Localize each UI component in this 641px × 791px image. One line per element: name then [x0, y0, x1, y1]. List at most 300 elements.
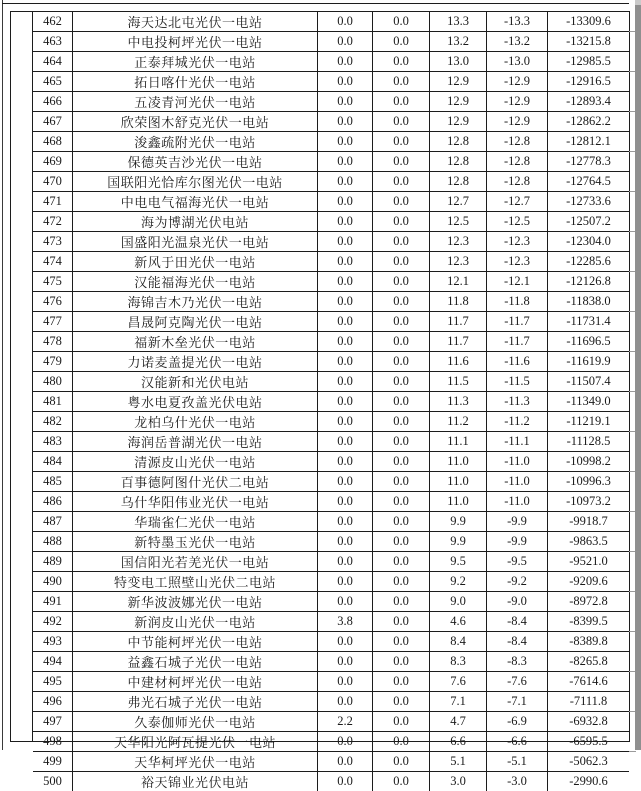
station-name-cell: 海润岳普湖光伏一电站 [73, 432, 318, 451]
value-cell-4: -11.0 [487, 492, 548, 511]
value-cell-3: 12.8 [430, 172, 487, 191]
value-cell-1: 0.0 [318, 752, 373, 771]
station-name-cell: 华瑞雀仁光伏一电站 [73, 512, 318, 531]
value-cell-1: 2.2 [318, 712, 373, 731]
value-cell-3: 4.6 [430, 612, 487, 631]
value-cell-1: 0.0 [318, 232, 373, 251]
value-cell-4: -11.0 [487, 472, 548, 491]
station-name-cell: 久泰伽师光伏一电站 [73, 712, 318, 731]
value-cell-4: -8.4 [487, 632, 548, 651]
value-cell-3: 9.5 [430, 552, 487, 571]
station-name-cell: 福新木垒光伏一电站 [73, 332, 318, 351]
value-cell-2: 0.0 [373, 412, 430, 431]
row-number-cell: 476 [33, 292, 73, 311]
station-name-cell: 国盛阳光温泉光伏一电站 [73, 232, 318, 251]
station-name-cell: 汉能福海光伏一电站 [73, 272, 318, 291]
value-cell-2: 0.0 [373, 232, 430, 251]
table-row [33, 492, 629, 512]
scrollbar-track-top [635, 0, 641, 5]
value-cell-5: -7614.6 [569, 674, 608, 688]
row-number-cell: 474 [33, 252, 73, 271]
value-cell-4: -11.5 [487, 372, 548, 391]
value-cell-1: 0.0 [318, 372, 373, 391]
value-cell-5: -8399.5 [569, 614, 608, 628]
row-number-cell: 479 [33, 352, 73, 371]
value-cell-1: 0.0 [318, 552, 373, 571]
value-cell-4: -13.3 [487, 12, 548, 31]
value-cell-4: -12.9 [487, 92, 548, 111]
value-cell-3: 12.3 [430, 232, 487, 251]
value-cell-5: -8389.8 [569, 634, 608, 648]
table-row [33, 752, 629, 772]
value-cell-2: 0.0 [373, 272, 430, 291]
value-cell-1: 0.0 [318, 352, 373, 371]
value-cell-2: 0.0 [373, 12, 430, 31]
station-name-cell: 力诺麦盖提光伏一电站 [73, 352, 318, 371]
station-name-cell: 保德英吉沙光伏一电站 [73, 152, 318, 171]
value-cell-3: 12.8 [430, 152, 487, 171]
station-name-cell: 新特墨玉光伏一电站 [73, 532, 318, 551]
row-border-stub [629, 751, 636, 752]
table-row [33, 32, 629, 52]
station-name-cell: 昌晟阿克陶光伏一电站 [73, 312, 318, 331]
value-cell-1: 0.0 [318, 72, 373, 91]
value-cell-1: 0.0 [318, 32, 373, 51]
value-cell-5: -6932.8 [569, 714, 608, 728]
station-name-cell: 拓日喀什光伏一电站 [73, 72, 318, 91]
value-cell-5: -12304.0 [566, 234, 611, 248]
value-cell-5: -12985.5 [566, 54, 611, 68]
value-cell-1: 0.0 [318, 92, 373, 111]
value-cell-2: 0.0 [373, 672, 430, 691]
value-cell-4: -13.2 [487, 32, 548, 51]
row-number-cell: 482 [33, 412, 73, 431]
value-cell-3: 11.1 [430, 432, 487, 451]
table-row [33, 372, 629, 392]
value-cell-5: -12778.3 [566, 154, 611, 168]
value-cell-4: -12.8 [487, 172, 548, 191]
value-cell-5: -9918.7 [569, 514, 608, 528]
value-cell-5: -7111.8 [569, 694, 608, 708]
value-cell-4: -9.9 [487, 512, 548, 531]
value-cell-4: -11.8 [487, 292, 548, 311]
value-cell-3: 6.6 [430, 732, 487, 751]
table-row [33, 92, 629, 112]
value-cell-1: 0.0 [318, 572, 373, 591]
table-row [33, 532, 629, 552]
value-cell-4: -8.4 [487, 612, 548, 631]
value-cell-4: -11.7 [487, 312, 548, 331]
row-number-cell: 463 [33, 32, 73, 51]
value-cell-3: 9.0 [430, 592, 487, 611]
row-number-cell: 500 [33, 772, 73, 791]
value-cell-5: -8972.8 [569, 594, 608, 608]
station-name-cell: 国联阳光恰库尔图光伏一电站 [73, 172, 318, 191]
value-cell-5: -11838.0 [566, 294, 611, 308]
station-name-cell: 海为博湖光伏电站 [73, 212, 318, 231]
row-number-cell: 494 [33, 652, 73, 671]
value-cell-2: 0.0 [373, 752, 430, 771]
value-cell-5: -12285.6 [566, 254, 611, 268]
station-name-cell: 裕天锦业光伏电站 [73, 772, 318, 791]
value-cell-5: -2990.6 [569, 774, 608, 788]
value-cell-4: -11.3 [487, 392, 548, 411]
table-row [33, 772, 629, 791]
table-row [33, 572, 629, 592]
value-cell-2: 0.0 [373, 692, 430, 711]
value-cell-5: -10973.2 [566, 494, 611, 508]
value-cell-2: 0.0 [373, 592, 430, 611]
station-name-cell: 欣荣图木舒克光伏一电站 [73, 112, 318, 131]
value-cell-1: 0.0 [318, 632, 373, 651]
row-number-cell: 464 [33, 52, 73, 71]
value-cell-1: 0.0 [318, 492, 373, 511]
value-cell-3: 9.2 [430, 572, 487, 591]
value-cell-1: 0.0 [318, 772, 373, 791]
top-divider-line [2, 3, 629, 4]
value-cell-5: -12733.6 [566, 194, 611, 208]
value-cell-5: -11128.5 [566, 434, 611, 448]
row-number-cell: 465 [33, 72, 73, 91]
table-row [33, 412, 629, 432]
table-row [33, 392, 629, 412]
value-cell-4: -12.3 [487, 252, 548, 271]
value-cell-4: -12.9 [487, 72, 548, 91]
table-row [33, 732, 629, 752]
row-number-cell: 484 [33, 452, 73, 471]
value-cell-1: 3.8 [318, 612, 373, 631]
table-row [33, 592, 629, 612]
row-number-cell: 471 [33, 192, 73, 211]
row-number-cell: 473 [33, 232, 73, 251]
value-cell-5: -13309.6 [566, 14, 611, 28]
value-cell-3: 13.0 [430, 52, 487, 71]
value-cell-4: -12.9 [487, 112, 548, 131]
value-cell-2: 0.0 [373, 252, 430, 271]
table-row [33, 252, 629, 272]
value-cell-4: -3.0 [487, 772, 548, 791]
value-cell-2: 0.0 [373, 492, 430, 511]
value-cell-2: 0.0 [373, 372, 430, 391]
value-cell-2: 0.0 [373, 632, 430, 651]
value-cell-4: -13.0 [487, 52, 548, 71]
row-number-cell: 487 [33, 512, 73, 531]
station-name-cell: 弗光石城子光伏一电站 [73, 692, 318, 711]
value-cell-1: 0.0 [318, 452, 373, 471]
value-cell-5: -12126.8 [566, 274, 611, 288]
value-cell-5: -11507.4 [566, 374, 611, 388]
value-cell-2: 0.0 [373, 52, 430, 71]
station-name-cell: 正泰拜城光伏一电站 [73, 52, 318, 71]
station-name-cell: 汉能新和光伏电站 [73, 372, 318, 391]
value-cell-5: -12893.4 [566, 94, 611, 108]
value-cell-4: -9.5 [487, 552, 548, 571]
row-number-cell: 497 [33, 712, 73, 731]
value-cell-1: 0.0 [318, 592, 373, 611]
value-cell-1: 0.0 [318, 332, 373, 351]
value-cell-5: -12764.5 [566, 174, 611, 188]
station-name-cell: 浚鑫疏附光伏一电站 [73, 132, 318, 151]
row-number-cell: 481 [33, 392, 73, 411]
value-cell-1: 0.0 [318, 412, 373, 431]
station-name-cell: 中建材柯坪光伏一电站 [73, 672, 318, 691]
value-cell-2: 0.0 [373, 312, 430, 331]
value-cell-1: 0.0 [318, 692, 373, 711]
value-cell-1: 0.0 [318, 172, 373, 191]
table-row [33, 192, 629, 212]
value-cell-3: 8.3 [430, 652, 487, 671]
value-cell-3: 12.5 [430, 212, 487, 231]
value-cell-3: 11.7 [430, 312, 487, 331]
table-row [33, 512, 629, 532]
value-cell-5: -11619.9 [566, 354, 611, 368]
value-cell-5: -11731.4 [566, 314, 611, 328]
value-cell-1: 0.0 [318, 192, 373, 211]
table-row [33, 12, 629, 32]
value-cell-3: 9.9 [430, 532, 487, 551]
value-cell-3: 12.9 [430, 92, 487, 111]
table-row [33, 632, 629, 652]
row-number-cell: 486 [33, 492, 73, 511]
value-cell-3: 5.1 [430, 752, 487, 771]
value-cell-1: 0.0 [318, 512, 373, 531]
value-cell-3: 8.4 [430, 632, 487, 651]
value-cell-4: -8.3 [487, 652, 548, 671]
value-cell-5: -13215.8 [566, 34, 611, 48]
value-cell-3: 11.2 [430, 412, 487, 431]
table-row [33, 172, 629, 192]
value-cell-5: -11696.5 [566, 334, 611, 348]
value-cell-2: 0.0 [373, 332, 430, 351]
row-number-cell: 475 [33, 272, 73, 291]
station-name-cell: 龙柏乌什光伏一电站 [73, 412, 318, 431]
value-cell-4: -9.2 [487, 572, 548, 591]
value-cell-4: -12.5 [487, 212, 548, 231]
row-number-cell: 491 [33, 592, 73, 611]
value-cell-3: 12.9 [430, 72, 487, 91]
value-cell-5: -12916.5 [566, 74, 611, 88]
value-cell-2: 0.0 [373, 732, 430, 751]
value-cell-4: -9.9 [487, 532, 548, 551]
value-cell-5: -11349.0 [566, 394, 611, 408]
station-name-cell: 新风于田光伏一电站 [73, 252, 318, 271]
value-cell-2: 0.0 [373, 112, 430, 131]
table-row [33, 152, 629, 172]
value-cell-3: 12.1 [430, 272, 487, 291]
table-rows-container [33, 12, 629, 790]
row-number-cell: 496 [33, 692, 73, 711]
table-row [33, 332, 629, 352]
row-number-cell: 499 [33, 752, 73, 771]
value-cell-2: 0.0 [373, 652, 430, 671]
value-cell-1: 0.0 [318, 132, 373, 151]
value-cell-4: -11.6 [487, 352, 548, 371]
value-cell-2: 0.0 [373, 612, 430, 631]
station-name-cell: 海锦吉木乃光伏一电站 [73, 292, 318, 311]
value-cell-5: -8265.8 [569, 654, 608, 668]
table-row [33, 432, 629, 452]
value-cell-5: -5062.3 [569, 754, 608, 768]
value-cell-1: 0.0 [318, 52, 373, 71]
value-cell-3: 7.6 [430, 672, 487, 691]
value-cell-4: -12.3 [487, 232, 548, 251]
station-name-cell: 中节能柯坪光伏一电站 [73, 632, 318, 651]
table-row [33, 652, 629, 672]
station-name-cell: 特变电工照壁山光伏二电站 [73, 572, 318, 591]
value-cell-2: 0.0 [373, 432, 430, 451]
value-cell-5: -6595.5 [569, 734, 608, 748]
value-cell-2: 0.0 [373, 192, 430, 211]
row-number-cell: 472 [33, 212, 73, 231]
table-row [33, 712, 629, 732]
station-name-cell: 五凌青河光伏一电站 [73, 92, 318, 111]
value-cell-4: -11.1 [487, 432, 548, 451]
value-cell-2: 0.0 [373, 552, 430, 571]
value-cell-5: -9209.6 [569, 574, 608, 588]
value-cell-3: 11.3 [430, 392, 487, 411]
station-name-cell: 天华阳光阿瓦提光伏一电站 [73, 732, 318, 751]
value-cell-3: 3.0 [430, 772, 487, 791]
value-cell-4: -12.8 [487, 132, 548, 151]
value-cell-2: 0.0 [373, 72, 430, 91]
station-name-cell: 乌什华阳伟业光伏一电站 [73, 492, 318, 511]
value-cell-3: 4.7 [430, 712, 487, 731]
value-cell-5: -9521.0 [569, 554, 608, 568]
table-row [33, 272, 629, 292]
station-name-cell: 中电投柯坪光伏一电站 [73, 32, 318, 51]
value-cell-3: 11.6 [430, 352, 487, 371]
station-name-cell: 新润皮山光伏一电站 [73, 612, 318, 631]
value-cell-4: -7.1 [487, 692, 548, 711]
value-cell-3: 12.3 [430, 252, 487, 271]
row-number-cell: 469 [33, 152, 73, 171]
value-cell-2: 0.0 [373, 212, 430, 231]
value-cell-1: 0.0 [318, 212, 373, 231]
value-cell-2: 0.0 [373, 32, 430, 51]
value-cell-4: -6.6 [487, 732, 548, 751]
value-cell-1: 0.0 [318, 312, 373, 331]
row-number-cell: 495 [33, 672, 73, 691]
row-number-cell: 498 [33, 732, 73, 751]
value-cell-3: 12.9 [430, 112, 487, 131]
row-number-cell: 480 [33, 372, 73, 391]
row-number-cell: 488 [33, 532, 73, 551]
value-cell-1: 0.0 [318, 12, 373, 31]
value-cell-2: 0.0 [373, 452, 430, 471]
row-number-cell: 462 [33, 12, 73, 31]
value-cell-3: 11.5 [430, 372, 487, 391]
row-number-cell: 478 [33, 332, 73, 351]
value-cell-4: -12.7 [487, 192, 548, 211]
value-cell-5: -10998.2 [566, 454, 611, 468]
value-cell-1: 0.0 [318, 152, 373, 171]
value-cell-1: 0.0 [318, 672, 373, 691]
table-row [33, 132, 629, 152]
value-cell-2: 0.0 [373, 352, 430, 371]
row-number-cell: 485 [33, 472, 73, 491]
value-cell-4: -5.1 [487, 752, 548, 771]
left-spacer-column [11, 12, 33, 741]
value-cell-2: 0.0 [373, 772, 430, 791]
table-row [33, 452, 629, 472]
value-cell-1: 0.0 [318, 392, 373, 411]
value-cell-3: 7.1 [430, 692, 487, 711]
table-row [33, 352, 629, 372]
table-row [33, 212, 629, 232]
value-cell-4: -12.1 [487, 272, 548, 291]
value-cell-3: 12.8 [430, 132, 487, 151]
value-cell-4: -7.6 [487, 672, 548, 691]
value-cell-2: 0.0 [373, 512, 430, 531]
value-cell-3: 11.0 [430, 492, 487, 511]
table-row [33, 672, 629, 692]
row-number-cell: 466 [33, 92, 73, 111]
value-cell-2: 0.0 [373, 92, 430, 111]
value-cell-2: 0.0 [373, 152, 430, 171]
value-cell-3: 12.7 [430, 192, 487, 211]
station-name-cell: 国信阳光若羌光伏一电站 [73, 552, 318, 571]
value-cell-3: 11.0 [430, 452, 487, 471]
station-name-cell: 清源皮山光伏一电站 [73, 452, 318, 471]
station-name-cell: 天华柯坪光伏一电站 [73, 752, 318, 771]
table-row [33, 232, 629, 252]
table-row [33, 472, 629, 492]
value-cell-2: 0.0 [373, 132, 430, 151]
row-number-cell: 490 [33, 572, 73, 591]
value-cell-3: 13.3 [430, 12, 487, 31]
row-number-cell: 467 [33, 112, 73, 131]
value-cell-2: 0.0 [373, 472, 430, 491]
row-number-cell: 483 [33, 432, 73, 451]
power-station-table [10, 11, 630, 790]
value-cell-1: 0.0 [318, 432, 373, 451]
value-cell-2: 0.0 [373, 292, 430, 311]
table-row [33, 692, 629, 712]
table-row [33, 552, 629, 572]
value-cell-5: -12812.1 [566, 134, 611, 148]
value-cell-5: -12862.2 [566, 114, 611, 128]
value-cell-1: 0.0 [318, 472, 373, 491]
value-cell-5: -9863.5 [569, 534, 608, 548]
table-row [33, 72, 629, 92]
value-cell-4: -11.0 [487, 452, 548, 471]
value-cell-3: 9.9 [430, 512, 487, 531]
value-cell-5: -10996.3 [566, 474, 611, 488]
value-cell-1: 0.0 [318, 252, 373, 271]
row-number-cell: 493 [33, 632, 73, 651]
value-cell-4: -11.2 [487, 412, 548, 431]
value-cell-4: -6.9 [487, 712, 548, 731]
value-cell-5: -12507.2 [566, 214, 611, 228]
row-number-cell: 477 [33, 312, 73, 331]
value-cell-4: -12.8 [487, 152, 548, 171]
value-cell-5: -11219.1 [566, 414, 611, 428]
value-cell-3: 11.0 [430, 472, 487, 491]
scrollbar[interactable] [635, 0, 641, 750]
value-cell-1: 0.0 [318, 112, 373, 131]
value-cell-2: 0.0 [373, 532, 430, 551]
value-cell-1: 0.0 [318, 652, 373, 671]
table-row [33, 112, 629, 132]
station-name-cell: 益鑫石城子光伏一电站 [73, 652, 318, 671]
row-number-cell: 470 [33, 172, 73, 191]
value-cell-2: 0.0 [373, 172, 430, 191]
value-cell-4: -11.7 [487, 332, 548, 351]
value-cell-1: 0.0 [318, 292, 373, 311]
row-number-cell: 492 [33, 612, 73, 631]
station-name-cell: 百事德阿图什光伏二电站 [73, 472, 318, 491]
row-number-cell: 468 [33, 132, 73, 151]
